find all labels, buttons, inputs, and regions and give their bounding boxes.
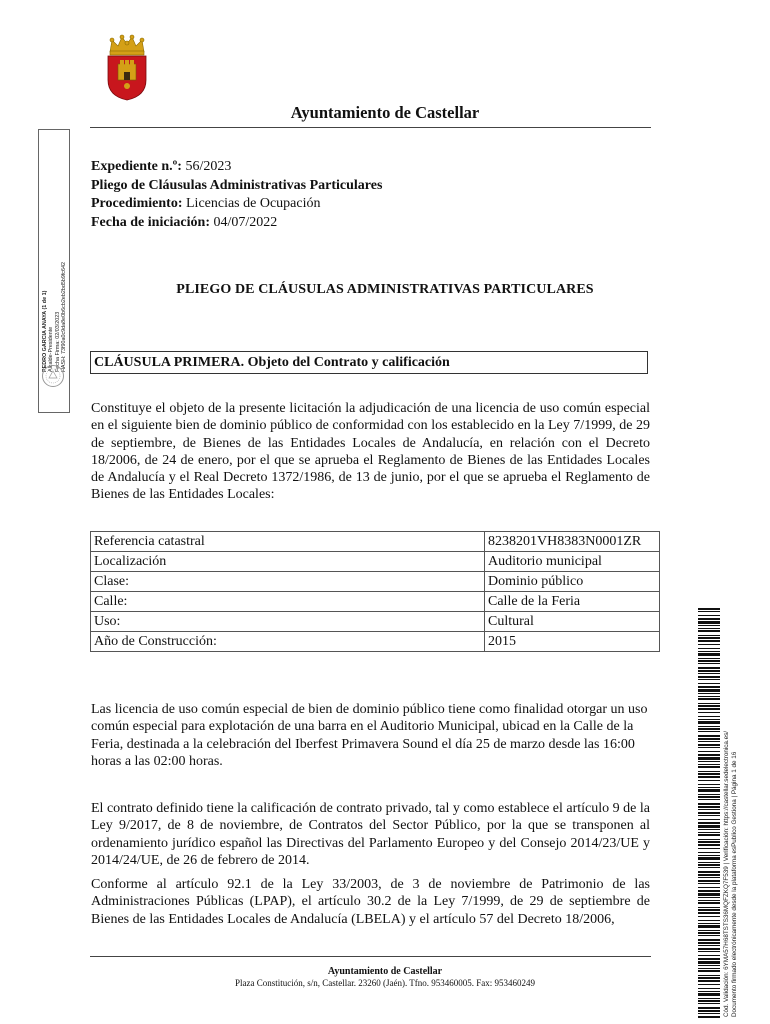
barcode-bar (698, 635, 720, 636)
barcode-bar (698, 1007, 720, 1009)
barcode-bar (698, 686, 720, 688)
footer-title: Ayuntamiento de Castellar (327, 966, 443, 977)
barcode-bar (698, 796, 720, 798)
property-label: Calle: (91, 592, 485, 612)
barcode-bar (698, 648, 720, 649)
barcode-bar (698, 764, 720, 765)
table-row (91, 632, 660, 652)
barcode-bar (698, 909, 720, 911)
barcode-bar (698, 822, 720, 824)
barcode-bar (698, 998, 720, 999)
barcode-bar (698, 871, 720, 873)
barcode-bar (698, 712, 720, 713)
barcode-bar (698, 890, 720, 892)
barcode-bar (698, 784, 720, 785)
barcode-bar (698, 935, 720, 936)
property-label: Localización (91, 552, 485, 572)
barcode-bar (698, 698, 720, 700)
barcode-bar (698, 902, 720, 904)
barcode-bar (698, 980, 720, 982)
barcode-bar (698, 1010, 720, 1012)
barcode-bar (698, 738, 720, 740)
property-value: Dominio público (485, 572, 660, 592)
property-value: 2015 (485, 632, 660, 652)
barcode-bar (698, 757, 720, 760)
barcode-bar (698, 862, 720, 863)
table-row (91, 532, 660, 552)
barcode-bar (698, 977, 720, 979)
property-value: Cultural (485, 612, 660, 632)
barcode-bar (698, 721, 720, 724)
barcode-bar (698, 673, 720, 674)
barcode-bar (698, 708, 720, 710)
table-row (91, 592, 660, 612)
barcode-bar (698, 621, 720, 624)
barcode-bar (698, 608, 720, 610)
barcode-bar (698, 887, 720, 888)
barcode-bar (698, 857, 720, 860)
barcode-bar (698, 920, 720, 921)
barcode-bar (698, 696, 720, 697)
property-table (90, 531, 660, 652)
footer-divider (90, 956, 651, 957)
barcode-bar (698, 1003, 720, 1004)
barcode-bar (698, 744, 720, 746)
barcode-bar (698, 747, 720, 748)
barcode-bar (698, 689, 720, 692)
barcode-bar (698, 751, 720, 752)
barcode-bar (698, 988, 720, 989)
document-heading: PLIEGO DE CLÁUSULAS ADMINISTRATIVAS PARTICULARES (176, 282, 594, 297)
barcode-bar (698, 766, 720, 768)
barcode-bar (698, 735, 720, 737)
barcode-bar (698, 653, 720, 656)
barcode-bar (698, 719, 720, 720)
barcode-bar (698, 880, 720, 882)
property-label: Clase: (91, 572, 485, 592)
table-row (91, 612, 660, 632)
barcode-bar (698, 968, 720, 969)
footer-address: Plaza Constitución, s/n, Castellar. 23260 (Jaén). Tfno. 953460005. Fax: 953460249 (234, 978, 536, 988)
barcode-bar (698, 789, 720, 792)
paragraph-legal-basis: Conforme al artículo 92.1 de la Ley 33/2003, de 3 de noviembre de Patrimonio de las Administraciones Públicas (LPAP), el artículo 30.2 de la Ley 7/1999, de 29 de septiembre de Bienes de las Entidades Locales de Andalucía (LBELA) y el artículo 57 del Decreto 18/2006, (91, 877, 650, 927)
barcode-bar (698, 993, 720, 996)
barcode-bar (698, 1016, 720, 1018)
barcode-bar (698, 628, 720, 629)
paragraph-purpose: Las licencia de uso común especial de bien de dominio público tiene como finalidad otorgar un uso común especial para explotación de una barra en el Auditorio Municipal, ubicad en la Calle de la Feria, destinada a la celebración del Iberfest Primavera Sound el día 25 de marzo desde las 16:00 horas a las 02:00 horas. (91, 702, 648, 769)
barcode-bar (698, 984, 720, 985)
barcode-bar (698, 771, 720, 772)
barcode-bar (698, 679, 720, 680)
barcode-bar (698, 776, 720, 778)
paragraph-object: Constituye el objeto de la presente licitación la adjudicación de una licencia de uso común especial en el siguiente bien de dominio público de conformidad con los establecido en la Ley 7/1999, de 29 de septiembre, de Bienes de las Entidades Locales de Andalucía, en relación con el Decreto 18/2006, de 24 de enero, por el que se aprueba el Reglamento de Bienes de las Entidades Locales de Andalucía y el Real Decreto 1372/1986, de 13 de junio, por el que se aprueba el Reglamento de Bienes de las Entidades Locales: (91, 401, 650, 503)
barcode-bar (698, 806, 720, 808)
barcode-bar (698, 803, 720, 805)
barcode-bar (698, 867, 720, 868)
expediente-block (91, 158, 382, 232)
barcode-bar (698, 812, 720, 814)
signature-date: Fecha Firma: 02/03/2023 (54, 311, 61, 372)
expediente-label: Expediente n.º: (91, 159, 182, 174)
barcode-bar (698, 644, 720, 645)
barcode-bar (698, 693, 720, 694)
barcode-bar (698, 955, 720, 956)
barcode-bar (698, 855, 720, 856)
barcode-bar (698, 741, 720, 742)
seal-icon (41, 364, 65, 388)
property-value: Auditorio municipal (485, 552, 660, 572)
barcode-bar (698, 761, 720, 762)
table-row (91, 552, 660, 572)
barcode-bar (698, 932, 720, 934)
barcode-bar (698, 925, 720, 928)
coat-of-arms-icon (104, 34, 150, 102)
fecha-value: 04/07/2022 (213, 214, 278, 230)
signature-hash: HASH: 73f90a0c9da8e0b6cb2eb2bd5b9fc642 (61, 261, 68, 372)
property-label: Referencia catastral (91, 532, 485, 552)
barcode-bar (698, 832, 720, 833)
barcode-bar (698, 883, 720, 884)
barcode-bar (698, 1000, 720, 1002)
barcode-bar (698, 731, 720, 732)
barcode-bar (698, 939, 720, 941)
barcode-bar (698, 754, 720, 756)
barcode-bar (698, 618, 720, 620)
barcode-bar (698, 841, 720, 843)
barcode-bar (698, 630, 720, 632)
barcode-icon (698, 608, 720, 1018)
barcode-bar (698, 667, 720, 669)
barcode-bar (698, 970, 720, 972)
barcode-bar (698, 897, 720, 898)
barcode-bar (698, 703, 720, 704)
verification-text (723, 607, 753, 1017)
paragraph-classification: El contrato definido tiene la calificación de contrato privado, tal y como establece el artículo 9 de la Ley 9/2017, de 8 de noviembre, de Contratos del Sector Público, por la que se transponen al ordenamiento jurídico español las Directivas del Parlamento Europeo y del Consejo 2014/23/UE y 2014/24/UE, de 26 de febrero de 2014. (91, 801, 650, 868)
clause-title: CLÁUSULA PRIMERA. Objeto del Contrato y calificación (90, 351, 648, 374)
barcode-bar (698, 809, 720, 810)
barcode-bar (698, 773, 720, 775)
barcode-bar (698, 839, 720, 840)
barcode-bar (698, 670, 720, 672)
barcode-bar (698, 864, 720, 866)
barcode-bar (698, 848, 720, 849)
barcode-bar (698, 877, 720, 878)
signer-role: Alcalde-Presidente (48, 326, 55, 372)
barcode-bar (698, 907, 720, 908)
barcode-bar (698, 961, 720, 964)
barcode-bar (698, 819, 720, 820)
barcode-bar (698, 705, 720, 707)
barcode-bar (698, 874, 720, 876)
procedimiento-value: Licencias de Ocupación (186, 196, 321, 211)
expediente-value: 56/2023 (185, 159, 232, 174)
fecha-label: Fecha de iniciación: (91, 214, 210, 230)
barcode-bar (698, 728, 720, 730)
barcode-bar (698, 794, 720, 795)
barcode-bar (698, 958, 720, 960)
barcode-bar (698, 676, 720, 678)
property-label: Uso: (91, 612, 485, 632)
barcode-bar (698, 651, 720, 652)
header-divider (90, 127, 651, 128)
procedimiento-label: Procedimiento: (91, 196, 183, 211)
pliego-title: Pliego de Cláusulas Administrativas Particulares (91, 177, 383, 193)
property-label: Año de Construcción: (91, 632, 485, 652)
barcode-bar (698, 637, 720, 639)
header-title: Ayuntamiento de Castellar (290, 103, 480, 122)
barcode-bar (698, 900, 720, 901)
barcode-bar (698, 991, 720, 992)
barcode-bar (698, 852, 720, 853)
barcode-bar (698, 780, 720, 781)
barcode-bar (698, 799, 720, 800)
barcode-bar (698, 663, 720, 664)
barcode-bar (698, 930, 720, 931)
barcode-bar (698, 815, 720, 816)
barcode-bar (698, 787, 720, 788)
barcode-bar (698, 625, 720, 626)
barcode-bar (698, 844, 720, 846)
barcode-bar (698, 942, 720, 944)
barcode-bar (698, 948, 720, 950)
barcode-bar (698, 945, 720, 946)
barcode-bar (698, 965, 720, 966)
barcode-bar (698, 912, 720, 914)
barcode-bar (698, 1013, 720, 1014)
verification-platform: Documento firmado electrónicamente desde la plataforma esPublico Gestiona | Página 1 de 16 (731, 751, 738, 1017)
barcode-bar (698, 640, 720, 642)
barcode-bar (698, 658, 720, 659)
property-value: Calle de la Feria (485, 592, 660, 612)
barcode-bar (698, 975, 720, 976)
signer-name: PEDRO GARCIA ANAYA (1 de 1) (42, 290, 48, 372)
barcode-bar (698, 893, 720, 896)
property-value: 8238201VH8383N0001ZR (485, 532, 660, 552)
barcode-bar (698, 716, 720, 717)
barcode-bar (698, 916, 720, 917)
table-row (91, 572, 660, 592)
barcode-bar (698, 615, 720, 616)
verification-code: Cód. Validación: 6YMA57H68TSTS36MQFZKQ7F539 | Verificación: https://castellar.sedelectronica.es/ (723, 730, 730, 1017)
barcode-bar (698, 683, 720, 684)
barcode-bar (698, 829, 720, 830)
barcode-bar (698, 951, 720, 952)
barcode-bar (698, 834, 720, 836)
barcode-bar (698, 923, 720, 924)
barcode-bar (698, 611, 720, 612)
barcode-bar (698, 660, 720, 662)
barcode-bar (698, 726, 720, 727)
barcode-bar (698, 825, 720, 828)
